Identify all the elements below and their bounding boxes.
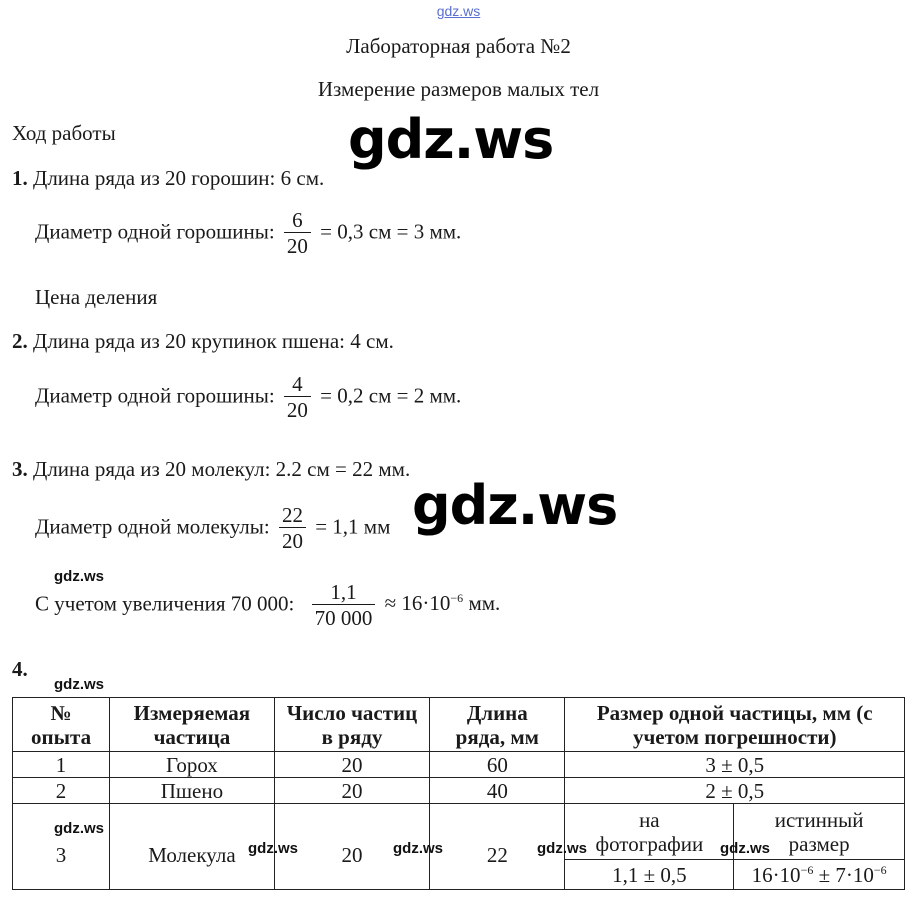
item-3-zoom-result-prefix: ≈ 16·10 — [384, 591, 451, 616]
item-2-text: Длина ряда из 20 крупинок пшена: 4 см. — [33, 329, 394, 353]
cell-photo-label: на фотографии — [565, 804, 734, 860]
item-3-zoom-result — [385, 591, 501, 615]
cell-number: 1 — [13, 752, 110, 778]
header-particle: Измеряемая частица — [110, 698, 275, 752]
item-3-line — [12, 457, 410, 482]
item-3-denominator: 20 — [279, 527, 306, 554]
watermark-small: gdz.ws — [54, 820, 105, 837]
item-3-numerator: 22 — [281, 503, 303, 527]
cell-true-label: истинный размер — [734, 804, 905, 860]
cell-number: 3 — [13, 804, 110, 890]
item-1-number: 1. — [12, 166, 28, 190]
table-row — [13, 752, 905, 778]
header-size: Размер одной частицы, мм (с учетом погрешности) — [565, 698, 905, 752]
cell-particle: Горох — [110, 752, 275, 778]
cell-length: 60 — [430, 752, 565, 778]
item-3-zoom-denominator: 70 000 — [312, 604, 376, 631]
cell-size: 3 ± 0,5 — [565, 752, 905, 778]
watermark-large: gdz.ws — [412, 474, 618, 537]
cell-length: 40 — [430, 778, 565, 804]
cell-length: 22 — [430, 804, 565, 890]
item-3-calc-label: Диаметр одной молекулы: — [35, 514, 270, 539]
true-value-a: 16·10 — [751, 862, 801, 887]
item-3-zoom — [35, 580, 500, 631]
item-1-line — [12, 166, 324, 191]
item-1-denominator: 20 — [284, 232, 311, 259]
watermark-small: gdz.ws — [248, 840, 299, 857]
watermark-small: gdz.ws — [537, 840, 588, 857]
cell-count: 20 — [274, 804, 429, 890]
header-count: Число частиц в ряду — [274, 698, 429, 752]
cell-photo-value: 1,1 ± 0,5 — [565, 860, 734, 890]
watermark-small: gdz.ws — [54, 676, 105, 693]
item-2-result: = 0,2 см = 2 мм. — [320, 383, 462, 408]
cell-particle: Пшено — [110, 778, 275, 804]
cell-true-value — [734, 860, 905, 890]
item-2-denominator: 20 — [284, 396, 311, 423]
table-row — [13, 778, 905, 804]
header-experiment-number: № опыта — [13, 698, 110, 752]
true-exp-a: −6 — [800, 862, 814, 877]
item-2-number: 2. — [12, 329, 28, 353]
item-2-calc — [35, 372, 461, 423]
item-2-calc-label: Диаметр одной горошины: — [35, 383, 275, 408]
item-1-text: Длина ряда из 20 горошин: 6 см. — [33, 166, 325, 190]
item-3-calc — [35, 503, 390, 554]
item-3-zoom-fraction — [312, 580, 376, 631]
item-4-number: 4. — [12, 657, 28, 681]
item-1-calc-label: Диаметр одной горошины: — [35, 219, 275, 244]
watermark-small: gdz.ws — [720, 840, 771, 857]
item-3-zoom-result-exp: −6 — [450, 591, 464, 606]
header-length: Длина ряда, мм — [430, 698, 565, 752]
item-2-fraction — [284, 372, 311, 423]
watermark-large: gdz.ws — [348, 108, 554, 171]
table-row — [13, 804, 905, 860]
item-3-text: Длина ряда из 20 молекул: 2.2 см = 22 мм. — [33, 457, 411, 481]
true-exp-b: −6 — [873, 862, 887, 877]
cell-count: 20 — [274, 778, 429, 804]
item-1-extra: Цена деления — [35, 285, 158, 309]
watermark-small: gdz.ws — [393, 840, 444, 857]
item-1-numerator: 6 — [292, 208, 303, 232]
item-2-numerator: 4 — [292, 372, 303, 396]
item-3-zoom-numerator: 1,1 — [330, 580, 357, 604]
cell-count: 20 — [274, 752, 429, 778]
item-3-fraction — [279, 503, 306, 554]
cell-particle: Молекула — [110, 804, 275, 890]
lab-subtitle: Измерение размеров малых тел — [317, 77, 600, 101]
watermark-small: gdz.ws — [54, 568, 105, 585]
item-1-calc — [35, 208, 461, 259]
item-3-number: 3. — [12, 457, 28, 481]
item-3-zoom-label: С учетом увеличения 70 000: — [35, 591, 295, 616]
results-table — [12, 697, 905, 890]
item-2-line — [12, 329, 394, 354]
item-3-result: = 1,1 мм — [315, 514, 391, 539]
cell-size: 2 ± 0,5 — [565, 778, 905, 804]
item-1-fraction — [284, 208, 311, 259]
item-1-result: = 0,3 см = 3 мм. — [320, 219, 462, 244]
section-heading: Ход работы — [12, 121, 116, 145]
true-value-b: ± 7·10 — [813, 862, 874, 887]
lab-title: Лабораторная работа №2 — [346, 34, 571, 58]
cell-number: 2 — [13, 778, 110, 804]
top-watermark[interactable]: gdz.ws — [436, 3, 481, 19]
item-3-zoom-result-suffix: мм. — [463, 591, 501, 616]
table-header-row — [13, 698, 905, 752]
